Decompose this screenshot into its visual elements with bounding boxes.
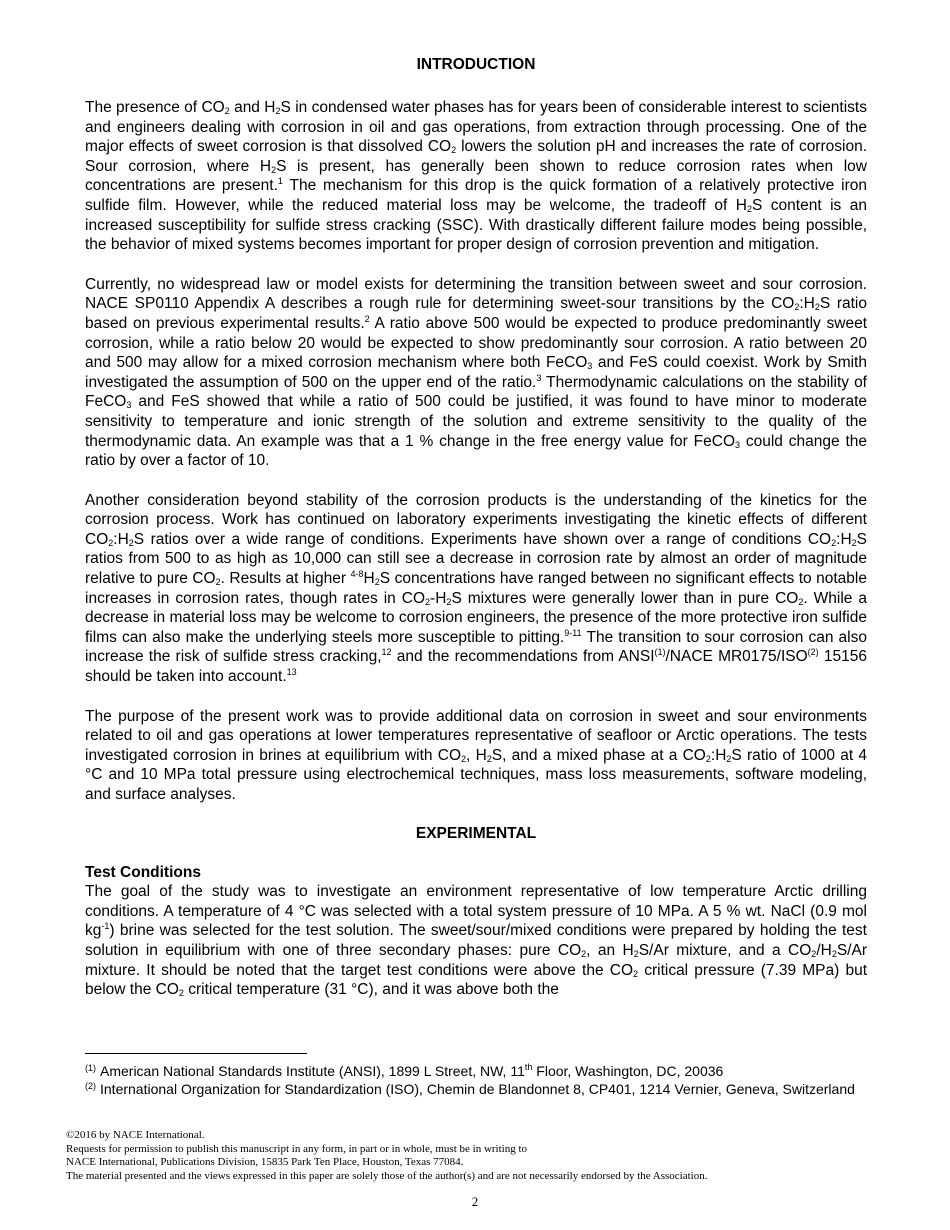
footnote-marker: (2) (807, 647, 819, 658)
address-line: NACE International, Publications Division, 15835 Park Ten Place, Houston, Texas 77084. (66, 1156, 464, 1169)
paragraph-intro-2: Currently, no widespread law or model exists for determining the transition between sweet and sour corrosion. NACE SP0110 Appendix A describes a rough rule for determining sweet-sour transitions by the $CO_2:H_2S$ ratio based on previous experimental results.$^2$ A ratio above 500 would be expected to produce predominantly sweet corrosion, while a ratio below 20 would be expected to show predominantly sour corrosion. A ratio between 20 and 500 may allow for a mixed corrosion mechanism where both FeCO$_3$ and FeS could coexist. Work by Smith investigated the assumption of 500 on the upper end of the ratio.$^3$ Thermodynamic calculations on the stability of FeCO$_3$ and FeS showed that while a ratio of 500 could be justified, it was found to have minor to moderate sensitivity to temperature and ionic strength of the solution and extreme sensitivity to the quality of the thermodynamic data. An example was that a 1 % change in the free energy value for FeCO$_3$ could change the ratio by over a factor of 10. (85, 275, 867, 470)
citation: 12 (381, 647, 392, 658)
paragraph-intro-1: The presence of $CO_2$ and $H_2S$ in condensed water phases has for years been of considerable interest to scientists and engineers dealing with corrosion in oil and gas operations, from extraction through processing. One of the major effects of sweet corrosion is that dissolved $CO_2$ lowers the solution pH and increases the rate of corrosion. Sour corrosion, where $H_2S$ is present, has generally been shown to reduce corrosion rates when low concentrations are present.$^1$ The mechanism for this drop is the quick formation of a relatively protective iron sulfide film. However, while the reduced material loss may be welcome, the tradeoff of $H_2S$ content is an increased susceptibility for sulfide stress cracking (SSC). With drastically different failure modes being possible, the behavior of mixed systems becomes important for proper design of corrosion prevention and mitigation. (85, 99, 868, 254)
paragraph-intro-3: Another consideration beyond stability of the corrosion products is the understanding of the kinetics for the corrosion process. Work has continued on laboratory experiments investigating the kinetic effects of different $CO_2:H_2S$ ratios over a wide range of conditions. Experiments have shown over a range of conditions $CO_2:H_2S$ ratios from 500 to as high as 10,000 can still see a decrease in corrosion rate by almost an order of magnitude relative to pure $CO_2$. Results at higher $^{4-8}H_2S$ concentrations have ranged between no significant effects to notable increases in corrosion rates, though rates in $CO_2-H_2S$ mixtures were generally lower than in pure $CO_2$. While a decrease in material loss may be welcome to corrosion engineers, the presence of the more protective iron sulfide films can also make the underlying steels more susceptible to pitting.$^{9-11}$ The transition to sour corrosion can also increase the risk of sulfide stress cracking,$^{12}$ and the recommendations from ANSI$^{(1)}$/NACE MR0175/ISO$^{(2)}$ 15156 should be taken into account.$^{13}$ (85, 491, 867, 686)
citation: 2 (364, 313, 370, 324)
introduction-heading: INTRODUCTION (416, 56, 536, 73)
citation: 13 (286, 667, 297, 678)
page-content (85, 56, 867, 1000)
footnote-1: $^{(1)}$ American National Standards Institute (ANSI), 1899 L Street, NW, 11th Floor, Washington, DC, 20036 (85, 1062, 724, 1079)
citation: 1 (277, 176, 283, 187)
permission-line: Requests for permission to publish this manuscript in any form, in part or in whole, must be in writing to (66, 1142, 528, 1155)
footnote-2: $^{(2)}$ International Organization for Standardization (ISO), Chemin de Blandonnet 8, CP401, 1214 Vernier, Geneva, Switzerland (85, 1081, 855, 1097)
paragraph-intro-4: The purpose of the present work was to provide additional data on corrosion in sweet and sour environments related to oil and gas operations at lower temperatures representative of seafloor or Arctic operations. The tests investigated corrosion in brines at equilibrium with $CO_2$, $H_2S$, and a mixed phase at a $CO_2:H_2S$ ratio of 1000 at 4 °C and 10 MPa total pressure using electrochemical techniques, mass loss measurements, software modeling, and surface analyses. (85, 707, 867, 803)
citation: 3 (536, 372, 542, 383)
footnote-divider (85, 1053, 307, 1054)
citation: 9-11 (564, 627, 582, 638)
test-conditions-subheading: Test Conditions (85, 863, 201, 881)
page-number: 2 (471, 1194, 479, 1209)
disclaimer-line: The material presented and the views expressed in this paper are solely those of the author(s) and are not necessarily endorsed by the Association. (66, 1169, 708, 1182)
copyright-notice (66, 1129, 886, 1183)
footnote-marker: (1) (654, 647, 666, 658)
copyright-line: ©2016 by NACE International. (66, 1129, 205, 1141)
experimental-heading: EXPERIMENTAL (415, 824, 537, 842)
paragraph-test-conditions: The goal of the study was to investigate an environment representative of low temperature Arctic drilling conditions. A temperature of 4 °C was selected with a total system pressure of 10 MPa. A 5 % wt. NaCl (0.9 mol $kg^{-1}$) brine was selected for the test solution. The sweet/sour/mixed conditions were prepared by holding the test solution in equilibrium with one of three secondary phases: pure $CO_2$, an $H_2S/Ar$ mixture, and a $CO_2/H_2S/Ar$ mixture. It should be noted that the target test conditions were above the $CO_2$ critical pressure (7.39 MPa) but below the $CO_2$ critical temperature (31 °C), and it was above both the (85, 883, 868, 999)
citation: 4-8 (350, 569, 364, 580)
